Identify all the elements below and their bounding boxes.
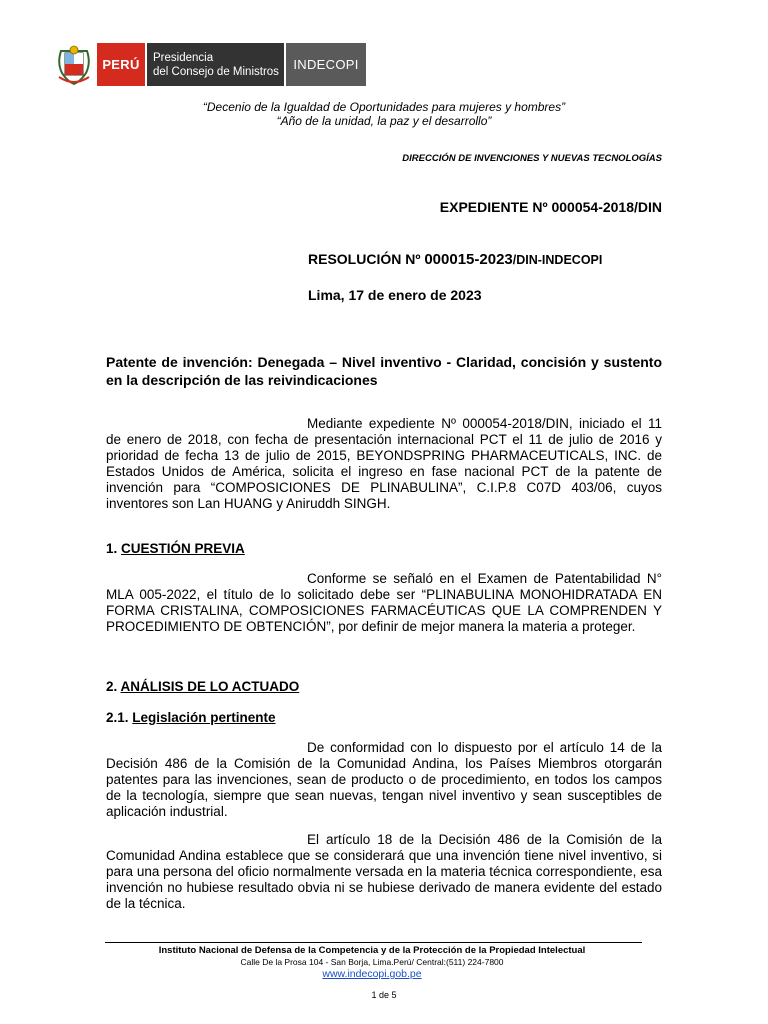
coat-of-arms-icon [55, 43, 93, 86]
footer-institution: Instituto Nacional de Defensa de la Competencia y de la Protección de la Propiedad Intelectual [158, 945, 586, 956]
legislacion-text-1: De conformidad con lo dispuesto por el artículo 14 de la Decisión 486 de la Comisión de la Comunidad Andina, los Países Miembros otorgarán patentes para las invenciones, sean de producto o de procedimiento, en todos los campos de la tecnología, siempre que sean nuevas, tengan nivel inventivo y sean susceptibles de aplicación industrial. [106, 740, 662, 819]
resolution-date: Lima, 17 de enero de 2023 [308, 287, 482, 303]
pcm-line2: del Consejo de Ministros [153, 65, 279, 78]
heading-text: Legislación pertinente [132, 710, 276, 725]
direccion-title: DIRECCIÓN DE INVENCIONES Y NUEVAS TECNOLOGÍAS [402, 153, 662, 164]
legislacion-paragraph-1 [106, 740, 662, 820]
indecopi-logo: INDECOPI [286, 43, 366, 86]
resolucion-code: 000015-2023 [424, 251, 513, 268]
cuestion-text: Conforme se señaló en el Examen de Patentabilidad N° MLA 005-2022, el título de lo solicitado debe ser “PLINABULINA MONOHIDRATADA EN FORMA CRISTALINA, COMPOSICIONES FARMACÉUTICAS QUE LA COMPRENDEN Y PROCEDIMIENTO DE OBTENCIÓN”, por definir de mejor manera la materia a proteger. [106, 571, 662, 634]
intro-paragraph [106, 416, 662, 512]
motto-line1: “Decenio de la Igualdad de Oportunidades para mujeres y hombres” [202, 100, 566, 114]
heading-legislacion [106, 710, 276, 725]
heading-number: 1. [106, 541, 122, 556]
heading-analisis [106, 679, 299, 694]
resolucion-suffix: /DIN-INDECOPI [512, 253, 603, 267]
peru-logo: PERÚ [97, 43, 145, 86]
heading-cuestion-previa [106, 541, 245, 556]
heading-text: CUESTIÓN PREVIA [121, 541, 245, 556]
legislacion-paragraph-2 [106, 832, 662, 912]
legislacion-text-2: El artículo 18 de la Decisión 486 de la Comisión de la Comunidad Andina establece que se considerará que una invención tiene nivel inventivo, si para una persona del oficio normalmente versada en la materia técnica correspondiente, esa invención no hubiese resultado obvia ni se hubiese derivado de manera evidente del estado de la técnica. [106, 832, 662, 911]
pcm-line1: Presidencia [153, 51, 214, 64]
heading-number: 2. [106, 679, 121, 694]
pcm-logo [147, 43, 284, 86]
expediente-number: EXPEDIENTE Nº 000054-2018/DIN [439, 199, 662, 215]
page-number: 1 de 5 [371, 990, 397, 1000]
case-summary: Patente de invención: Denegada – Nivel inventivo - Claridad, concisión y sustento en la descripción de las reivindicaciones [106, 354, 662, 388]
heading-number: 2.1. [106, 710, 133, 725]
header-logos [55, 43, 366, 86]
footer-divider [105, 942, 642, 943]
heading-text: ANÁLISIS DE LO ACTUADO [120, 679, 300, 694]
intro-text: Mediante expediente Nº 000054-2018/DIN, iniciado el 11 de enero de 2018, con fecha de presentación internacional PCT el 11 de julio de 2016 y prioridad de fecha 13 de julio de 2015, BEYONDSPRING PHARMACEUTICALS, INC. de Estados Unidos de América, solicita el ingreso en fase nacional PCT de la patente de invención para “COMPOSICIONES DE PLINABULINA”, C.I.P.8 C07D 403/06, cuyos inventores son Lan HUANG y Aniruddh SINGH. [106, 416, 662, 511]
motto-line2: “Año de la unidad, la paz y el desarrollo” [276, 114, 492, 128]
resolucion-number [308, 251, 602, 268]
cuestion-paragraph [106, 571, 662, 635]
resolucion-prefix: RESOLUCIÓN Nº [308, 251, 425, 267]
footer-website-link[interactable]: www.indecopi.gob.pe [322, 968, 422, 980]
footer-address: Calle De la Prosa 104 - San Borja, Lima.Perú/ Central:(511) 224-7800 [240, 957, 504, 967]
